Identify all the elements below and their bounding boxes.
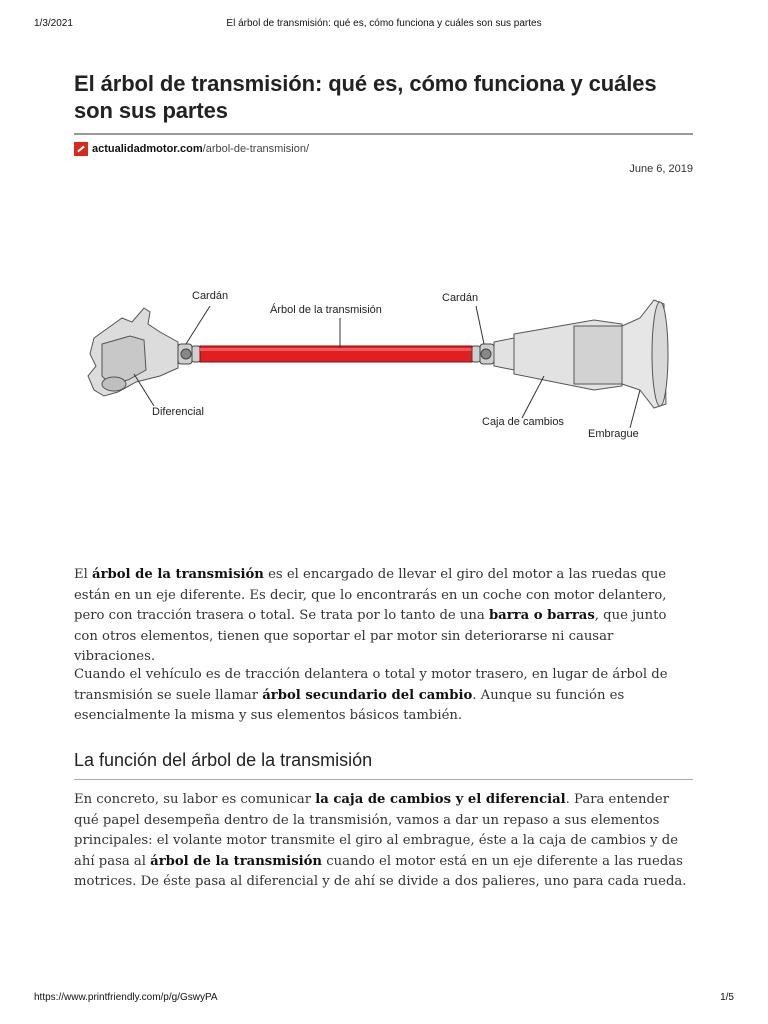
cardan-joint-right	[472, 344, 494, 364]
label-cardan-right: Cardán	[442, 292, 479, 304]
article-date: June 6, 2019	[629, 163, 693, 175]
label-shaft: Árbol de la transmisión	[270, 304, 382, 316]
page-number: 1/5	[720, 992, 734, 1003]
label-cardan-left: Cardán	[192, 290, 229, 302]
bold-term: árbol secundario del cambio	[262, 687, 473, 703]
article-title: El árbol de transmisión: qué es, cómo funciona y cuáles son sus partes	[74, 71, 657, 123]
print-header	[34, 18, 734, 32]
title-divider	[74, 133, 693, 135]
print-url: https://www.printfriendly.com/p/g/GswyPA	[34, 992, 218, 1003]
article-header	[74, 70, 693, 175]
site-favicon-icon	[74, 142, 88, 156]
bold-term: la caja de cambios y el diferencial	[315, 792, 566, 807]
bold-term: árbol de la transmisión	[150, 853, 323, 869]
paragraph-2: Cuando el vehículo es de tracción delantera o total y motor trasero, en lugar de árbol de transmisión se suele llamar árbol secundario del cambio. Aunque su función es esencialmente la misma y sus elementos básicos también.	[74, 667, 668, 723]
label-diferencial: Diferencial	[152, 406, 204, 418]
print-date: 1/3/2021	[34, 18, 73, 29]
print-page-title: El árbol de transmisión: qué es, cómo funciona y cuáles son sus partes	[226, 18, 542, 29]
bold-term: árbol de la transmisión	[92, 567, 264, 582]
bold-term: barra o barras	[488, 608, 595, 623]
source-domain: actualidadmotor.com	[92, 143, 203, 155]
label-caja-cambios: Caja de cambios	[482, 416, 564, 428]
source-path: /arbol-de-transmision/	[202, 143, 310, 155]
source-link[interactable]	[92, 143, 309, 155]
cardan-joint-left	[178, 344, 200, 364]
clutch-bell	[622, 300, 668, 408]
paragraph-3: En concreto, su labor es comunicar la caja de cambios y el diferencial. Para entender qué papel desempeña dentro de la transmisión, vamos a dar un repaso a sus elementos principales: el volante motor transmite el giro al embrague, éste a la caja de cambios y de ahí pasa al árbol de la transmisión cuando el motor está en un eje diferente a las ruedas motrices. De éste pasa al diferencial y de ahí se divide a dos palieres, uno para cada rueda.	[74, 792, 687, 889]
transmission-diagram-svg	[74, 280, 693, 450]
section-heading: La función del árbol de la transmisión	[74, 750, 373, 770]
label-embrague: Embrague	[588, 428, 639, 440]
gearbox	[494, 320, 622, 390]
article-source	[74, 141, 693, 157]
section-divider	[74, 779, 693, 780]
transmission-diagram	[74, 280, 693, 450]
print-footer	[34, 992, 734, 1006]
paragraph-1: El árbol de la transmisión es el encargado de llevar el giro del motor a las ruedas que están en un eje diferente. Es decir, que lo encontrarás en un coche con motor delantero, pero con tracción trasera o total. Se trata por lo tanto de una barra o barras, que junto con otros elementos, tienen que soportar el par motor sin deteriorarse ni causar vibraciones.	[74, 567, 667, 664]
differential-housing	[88, 308, 178, 396]
